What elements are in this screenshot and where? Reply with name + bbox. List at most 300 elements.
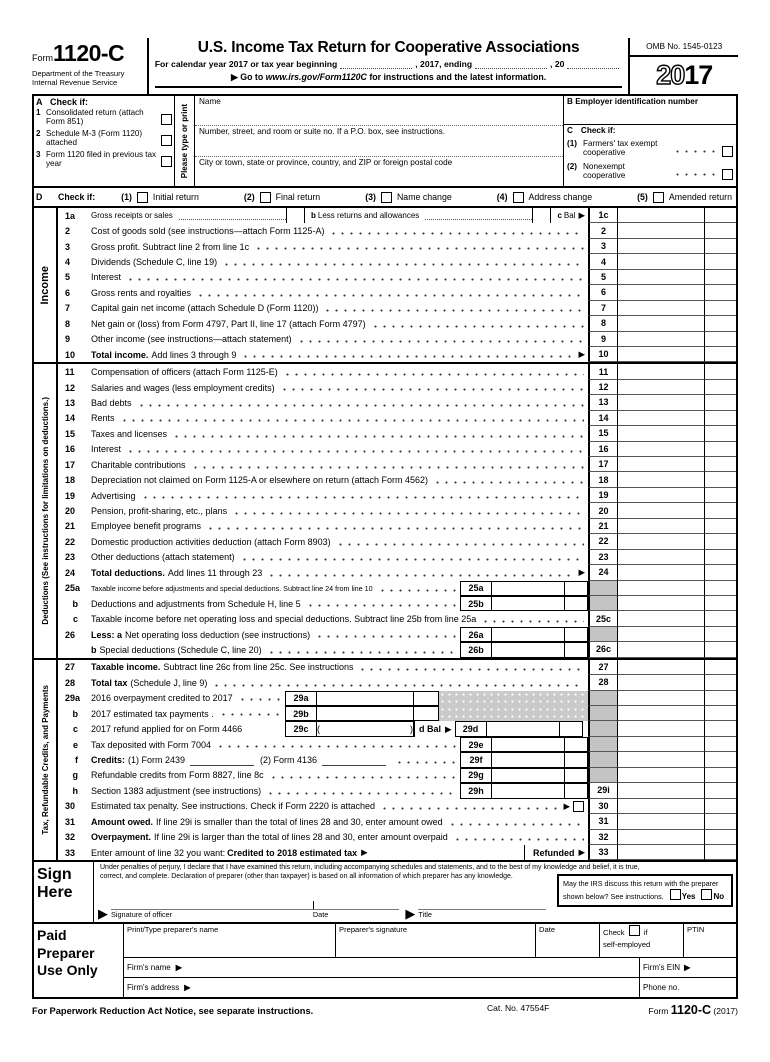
line-29a-cents[interactable] [704,691,736,706]
line-5-cents[interactable] [704,270,736,285]
item-number: (2) [567,161,578,171]
line-label: Gross receipts or sales [91,211,173,221]
line-label: Salaries and wages (less employment credits) [91,382,275,393]
officer-title-field[interactable]: Title [418,895,546,919]
line-26a [58,627,736,642]
line-29d-amount[interactable] [487,722,560,735]
line-4-amount[interactable] [618,254,704,269]
line-26a-cents[interactable] [704,627,736,642]
line-label: Interest [91,272,122,283]
line-28-cents[interactable] [704,675,736,690]
line-label: Cost of goods sold (see instructions—attach Form 1125-A) [91,226,325,237]
line-29f-amount[interactable] [492,753,565,766]
line-5-amount[interactable] [618,270,704,285]
line-content [91,706,588,721]
preparer-signature-field[interactable]: Preparer's signature [336,924,536,957]
line-33-amount[interactable] [618,845,704,860]
dot-leader [357,660,584,675]
line-26a-cents[interactable] [565,628,587,641]
sub-line-box-29c [285,721,415,736]
line-31 [58,814,736,829]
sub-line-number: 29e [461,738,492,751]
line-label: Interest [91,444,122,455]
line-29g [58,768,736,783]
line-number-cell: 22 [588,534,618,549]
line-10-amount[interactable] [618,347,704,362]
line-content [91,581,588,596]
form-2439-field[interactable] [190,757,254,766]
ptin-field[interactable]: PTIN [687,925,705,935]
line-number: e [72,739,78,750]
block-d-item-(5) [637,192,732,203]
line-3 [58,239,736,254]
line-number-cell: 11 [588,364,618,379]
line-29b-amount[interactable] [317,707,414,720]
line-22-cents[interactable] [704,534,736,549]
line-6 [58,285,736,300]
line-label-bold: Overpayment. [91,832,152,843]
line-content [91,830,588,845]
dot-leader [195,285,584,300]
line-label-bold: c [557,211,562,221]
block-c-item-(2) [567,162,733,181]
omb-number: OMB No. 1545-0123 [630,38,738,57]
item-label: Consolidated return (attach Form 851) [46,108,144,127]
line-33 [58,845,736,860]
block-c-item-(1) [567,139,733,158]
sub-line-number: 29a [286,692,317,705]
dot-leader [314,627,456,642]
line-25c-cents[interactable] [704,611,736,626]
line-content [91,534,588,549]
line-29g-amount[interactable] [618,768,704,783]
firm-name-field[interactable]: Firm's name ▶ [124,958,640,977]
line-content [91,332,588,347]
line-number-cell: 3 [588,239,618,254]
line-32-amount[interactable] [618,830,704,845]
line-29f-cents[interactable] [565,753,587,766]
sub-line-box-26a [460,627,588,642]
line-23-amount[interactable] [618,550,704,565]
line-label: Less returns and allowances [317,211,420,221]
item-number: (5) [637,192,648,202]
self-employed-checkbox[interactable] [629,925,640,936]
sub-line-number: 29g [461,769,492,782]
line-9-cents[interactable] [704,332,736,347]
line-16-cents[interactable] [704,442,736,457]
sub-line-box-29a [285,691,439,706]
line-29i-amount[interactable] [618,783,704,798]
line-16-amount[interactable] [618,442,704,457]
line-label-bold: Refunded [532,847,575,858]
line-20-cents[interactable] [704,503,736,518]
line-29a-amount[interactable] [618,691,704,706]
line-content [91,709,285,719]
line-content [91,799,588,814]
line-1c-amount[interactable] [618,208,704,223]
line-content [91,752,588,767]
line-7 [58,301,736,316]
line-20 [58,503,736,518]
line-content [91,254,588,269]
line-32 [58,830,736,845]
line-26c-amount[interactable] [618,642,704,657]
line-number-cell [588,737,618,752]
line-13-amount[interactable] [618,395,704,410]
line-25a [58,581,736,596]
line-25a-amount[interactable] [492,582,565,595]
ein-box[interactable]: B Employer identification number [564,96,736,125]
line-25c-amount[interactable] [618,611,704,626]
line-label: (Schedule J, line 9) [130,677,208,688]
line-25a-cents[interactable] [565,582,587,595]
line-11-cents[interactable] [704,364,736,379]
line-content [91,380,588,395]
line-25b-amount[interactable] [618,596,704,611]
line-29f-cents[interactable] [704,752,736,767]
line-label: 2016 overpayment credited to 2017 [91,693,233,704]
line-content [91,845,588,860]
line-29c-cents[interactable] [704,721,736,736]
line-19-cents[interactable] [704,488,736,503]
line-29d-cents[interactable] [560,722,582,735]
shaded-area [439,706,588,721]
item-number: 2 [36,129,41,139]
line-29h-amount[interactable] [492,784,565,797]
line-28 [58,675,736,690]
line-9 [58,332,736,347]
line-2-amount[interactable] [618,223,704,238]
sub-line-box-29d [455,721,583,736]
line-number: b [72,708,78,719]
line-25b-cents[interactable] [704,596,736,611]
line-18-cents[interactable] [704,472,736,487]
street-field[interactable]: Number, street, and room or suite no. If a P.O. box, see instructions. [195,126,563,156]
line-15 [58,426,736,441]
sign-here-section [34,860,736,922]
line-29i-cents[interactable] [704,783,736,798]
line-14-amount[interactable] [618,411,704,426]
line-content [91,693,285,703]
dot-leader [282,364,584,379]
line-22 [58,534,736,549]
line-29f-amount[interactable] [618,752,704,767]
arrow-icon: ▶ [405,905,416,921]
name-field[interactable]: Name [195,96,563,126]
line-number-cell: 26c [588,642,618,657]
line-32-cents[interactable] [704,830,736,845]
form-identity [32,38,147,94]
item-label: Form 1120 filed in previous tax year [46,150,157,169]
returns-allowances-field[interactable] [425,211,532,220]
line-9-amount[interactable] [618,332,704,347]
line-29b-cents[interactable] [704,706,736,721]
tax-year-20-field[interactable] [567,59,619,69]
line-30-amount[interactable] [618,799,704,814]
line-29e-cents[interactable] [565,738,587,751]
tax-year-end-field[interactable] [475,59,547,69]
form-2220-checkbox[interactable] [573,801,584,812]
line-29g-cents[interactable] [704,768,736,783]
line-17-cents[interactable] [704,457,736,472]
line-label: Advertising [91,490,136,501]
line-29c-amount[interactable] [317,722,414,735]
line-28-amount[interactable] [618,675,704,690]
item-label: Initial return [152,192,199,202]
block-d-checkbox-(2)[interactable] [260,192,271,203]
line-26a-amount[interactable] [492,628,565,641]
line-21-cents[interactable] [704,519,736,534]
arrow-icon: ▶ [563,800,570,811]
line-29h-cents[interactable] [565,784,587,797]
item-label: Farmers' tax exempt cooperative [583,139,658,158]
arrow-icon: ▶ [578,567,585,578]
name-address-fields [195,96,563,186]
line-content [91,721,588,736]
dot-leader [218,709,281,719]
line-label: Subtract line 26c from line 25c. See instructions [163,662,354,673]
block-d-checkbox-(4)[interactable] [513,192,524,203]
line-30-cents[interactable] [704,799,736,814]
line-3-cents[interactable] [704,239,736,254]
line-1c-cents[interactable] [704,208,736,223]
line-number: 2 [65,226,71,237]
agency-name: Department of the Treasury Internal Revenue Service [32,69,125,87]
dot-leader [125,442,584,457]
entity-info-block [34,96,736,186]
dot-leader [125,270,584,285]
section-0 [34,208,736,364]
line-31-cents[interactable] [704,814,736,829]
line-29b-amount[interactable] [618,706,704,721]
line-6-amount[interactable] [618,285,704,300]
line-number-cell: 19 [588,488,618,503]
line-content [91,411,588,426]
gross-receipts-field[interactable] [179,211,286,220]
line-26b-cents[interactable] [565,643,587,656]
line-content [91,395,588,410]
line-29b [58,706,736,721]
form-footer [32,1003,738,1017]
line-content [91,270,588,285]
dot-leader [305,596,456,611]
line-12-cents[interactable] [704,380,736,395]
line-content [91,642,588,657]
line-14-cents[interactable] [704,411,736,426]
line-12-amount[interactable] [618,380,704,395]
dot-leader [672,162,719,181]
line-8-amount[interactable] [618,316,704,331]
line-content [91,814,588,829]
line-number: 1a [65,210,76,221]
dot-leader [322,301,584,316]
line-21-amount[interactable] [618,519,704,534]
line-29a-amount[interactable] [317,692,414,705]
line-3-amount[interactable] [618,239,704,254]
line-25c [58,611,736,626]
block-a-checkbox-2[interactable] [161,135,172,146]
line-22-amount[interactable] [618,534,704,549]
dot-leader [379,799,558,814]
line-number-cell: 27 [588,660,618,675]
line-29g-amount[interactable] [492,769,565,782]
line-number-cell [588,581,618,596]
item-number: (1) [121,192,132,202]
line-23-cents[interactable] [704,550,736,565]
line-label: (2) Form 4136 [260,755,318,766]
line-25b-cents[interactable] [565,597,587,610]
line-11-amount[interactable] [618,364,704,379]
line-29b-cents[interactable] [414,707,438,720]
line-content [91,596,588,611]
line-29c-amount[interactable] [618,721,704,736]
line-number-cell: 33 [588,845,618,860]
block-d-checkbox-(5)[interactable] [653,192,664,203]
line-4 [58,254,736,269]
city-field[interactable]: City or town, state or province, country, and ZIP or foreign postal code [199,157,453,167]
line-number: 29a [65,693,81,704]
line-25a-amount[interactable] [618,581,704,596]
line-26b-amount[interactable] [492,643,565,656]
line-15-amount[interactable] [618,426,704,441]
item-label: Address change [528,192,593,202]
block-d-checkbox-(3)[interactable] [381,192,392,203]
line-29e-amount[interactable] [618,737,704,752]
item-label: Nonexempt cooperative [583,161,626,181]
line-label-bold: d Bal [419,724,442,735]
line-label: Net operating loss deduction (see instructions) [125,629,311,640]
line-29e-cents[interactable] [704,737,736,752]
line-29g-cents[interactable] [565,769,587,782]
line-18-amount[interactable] [618,472,704,487]
dot-leader [672,139,719,158]
line-label: Employee benefit programs [91,521,202,532]
firm-ein-field[interactable]: Firm's EIN ▶ [643,963,691,973]
column-divider [524,845,525,860]
line-26c-cents[interactable] [704,642,736,657]
paren-close: ) [410,724,413,735]
line-number: 18 [65,475,76,486]
line-number: 12 [65,382,76,393]
tax-year-badge: 20 17 [656,60,713,90]
tax-year-begin-field[interactable] [340,59,412,69]
line-27-amount[interactable] [618,660,704,675]
line-15-cents[interactable] [704,426,736,441]
block-b-c [563,96,736,186]
preparer-date-field[interactable]: Date [536,924,600,957]
line-number: 10 [65,349,76,360]
line-number-cell: 32 [588,830,618,845]
line-4-cents[interactable] [704,254,736,269]
line-content [91,285,588,300]
line-1c [58,208,736,223]
block-d-checkbox-(1)[interactable] [137,192,148,203]
line-label: Section 1383 adjustment (see instructions) [91,785,262,796]
block-c-checkbox-(1)[interactable] [722,146,733,157]
line-25b-amount[interactable] [492,597,565,610]
line-content [91,691,588,706]
line-label-bold: Credits: [91,755,126,766]
line-24 [58,565,736,580]
line-29e-amount[interactable] [492,738,565,751]
discuss-yes-checkbox[interactable] [670,889,681,900]
paren-open: ( [317,724,320,735]
line-content [91,783,588,798]
line-number-cell [588,596,618,611]
line-number: 7 [65,303,71,314]
firm-address-field[interactable]: Firm's address ▶ [124,978,640,997]
line-2-cents[interactable] [704,223,736,238]
line-content [91,550,588,565]
line-24-cents[interactable] [704,565,736,580]
dot-leader [279,380,584,395]
line-number: 19 [65,490,76,501]
line-number: 33 [65,847,76,858]
line-10-cents[interactable] [704,347,736,362]
line-8-cents[interactable] [704,316,736,331]
form-4136-field[interactable] [322,757,386,766]
line-label-bold: Total deductions. [91,567,165,578]
line-21 [58,519,736,534]
line-number-cell: 13 [588,395,618,410]
line-33-cents[interactable] [704,845,736,860]
line-7-amount[interactable] [618,301,704,316]
preparer-name-field[interactable]: Print/Type preparer's name [124,924,336,957]
dot-leader [370,316,584,331]
line-20-amount[interactable] [618,503,704,518]
main-line-table [34,206,736,860]
line-6-cents[interactable] [704,285,736,300]
line-19-amount[interactable] [618,488,704,503]
line-number-cell: 14 [588,411,618,426]
line-17-amount[interactable] [618,457,704,472]
arrow-icon: ▶ [684,963,691,973]
section-vertical-label [34,660,58,861]
line-label: Deductions and adjustments from Schedule H, line 5 [91,598,301,609]
line-label: Add lines 11 through 23 [167,567,263,578]
line-25a-cents[interactable] [704,581,736,596]
dot-leader [205,519,584,534]
line-29c [58,721,736,736]
discuss-no-checkbox[interactable] [701,889,712,900]
line-number-cell: 30 [588,799,618,814]
irs-url: www.irs.gov/Form1120C [265,72,367,82]
block-a-checkbox-3[interactable] [161,156,172,167]
line-24-amount[interactable] [618,565,704,580]
line-number: 32 [65,832,76,843]
catalog-number: Cat. No. 47554F [487,1003,550,1014]
block-c-checkbox-(2)[interactable] [722,169,733,180]
line-number-cell: 16 [588,442,618,457]
line-number: 27 [65,662,76,673]
line-7-cents[interactable] [704,301,736,316]
line-26a-amount[interactable] [618,627,704,642]
line-29e [58,737,736,752]
officer-signature-field[interactable]: Signature of officer Date [111,895,399,919]
arrow-icon: ▶ [578,210,585,221]
self-employed-cell: Check if self-employed [600,924,684,957]
line-27-cents[interactable] [704,660,736,675]
line-13-cents[interactable] [704,395,736,410]
line-31-amount[interactable] [618,814,704,829]
section-label-text: Deductions (See instructions for limitations on deductions.) [40,397,50,625]
line-number-cell [588,691,618,706]
line-number: 16 [65,444,76,455]
block-a-checkbox-1[interactable] [161,114,172,125]
dot-leader [221,254,584,269]
line-29a-cents[interactable] [414,692,438,705]
phone-field[interactable]: Phone no. [643,983,680,993]
